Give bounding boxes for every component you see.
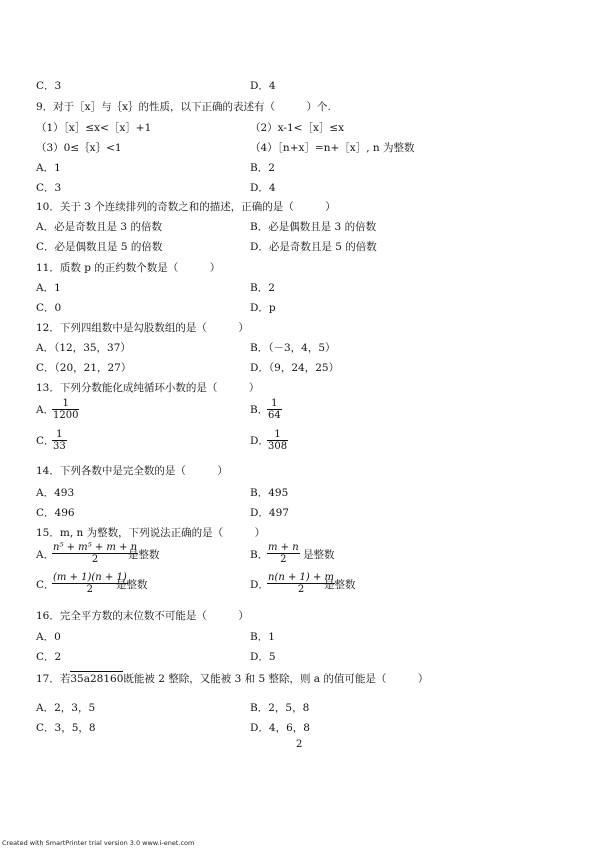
option-a: A．493: [36, 487, 75, 499]
page-number: 2: [296, 739, 303, 750]
numerator-text: n⁵ + m⁵ + m + n: [53, 542, 138, 553]
fraction: [267, 429, 288, 452]
q9-statement-4: （4）［n+x］=n+［x］, n 为整数: [250, 142, 415, 154]
option-d: D．497: [250, 507, 289, 519]
option-d: D．4: [250, 80, 276, 92]
option-c: C．必是偶数且是 5 的倍数: [36, 241, 163, 253]
option-b-label: B．: [250, 404, 269, 416]
numerator-text: m + n: [268, 542, 299, 553]
q9-statement-2: （2）x-1<［x］≤x: [250, 122, 345, 134]
option-b: B．495: [250, 487, 289, 499]
option-d: D．4，6，8: [250, 722, 310, 734]
option-c: C．3: [36, 80, 62, 92]
option-c: C．0: [36, 302, 62, 314]
option-d: D．（9，24，25）: [250, 362, 340, 374]
fraction: [52, 542, 138, 565]
option-b: B．2: [250, 162, 275, 174]
option-a: A．1: [36, 282, 61, 294]
option-b-label: B．: [250, 549, 269, 561]
option-b: B．（－3，4，5）: [250, 342, 336, 354]
option-a-label: A．: [36, 404, 55, 416]
question-11-stem: 11．质数 p 的正约数个数是（ ）: [36, 262, 221, 274]
option-b: B．1: [250, 631, 275, 643]
question-10-stem: 10．关于 3 个连续排列的奇数之和的描述，正确的是（ ）: [36, 201, 336, 213]
option-a: A．（12，35，37）: [36, 342, 131, 354]
option-c: C．（20，21，27）: [36, 362, 132, 374]
option-d: D．p: [250, 302, 276, 314]
numerator: 1: [271, 398, 278, 409]
numerator: 1: [274, 429, 281, 440]
overlined-number: 35a28160: [70, 673, 124, 685]
q9-statement-3: （3）0≤｛x｝<1: [36, 142, 122, 154]
numerator-text: (m + 1)(n + 1): [53, 572, 127, 583]
denominator: 2: [91, 554, 99, 565]
option-b: B．2，5，8: [250, 702, 310, 714]
denominator: 308: [268, 441, 288, 452]
option-a-label: A．: [36, 549, 55, 561]
option-c: C．496: [36, 507, 75, 519]
option-c-tail: 是整数: [116, 579, 148, 591]
option-b: B．必是偶数且是 3 的倍数: [250, 221, 377, 233]
option-d-tail: 是整数: [324, 579, 356, 591]
option-d: D．4: [250, 182, 276, 194]
denominator: 64: [268, 410, 281, 421]
denominator: 33: [53, 441, 66, 452]
numerator: [52, 542, 138, 553]
question-17-stem: [36, 674, 428, 685]
q17-prefix: 17．若: [36, 673, 71, 685]
option-c: C．3，5，8: [36, 722, 96, 734]
option-d-label: D．: [250, 435, 269, 447]
numerator: 1: [62, 398, 69, 409]
printer-footer: Created with SmartPrinter trial version 3.0 www.i-enet.com: [2, 839, 195, 847]
question-16-stem: 16．完全平方数的末位数不可能是（ ）: [36, 610, 249, 622]
numerator: [267, 542, 300, 553]
denominator: 2: [86, 584, 94, 595]
option-a-tail: 是整数: [128, 549, 160, 561]
question-15-stem: 15．m, n 为整数，下列说法正确的是（ ）: [36, 527, 266, 539]
fraction: [52, 429, 67, 452]
fraction: [52, 398, 79, 421]
question-12-stem: 12．下列四组数中是勾股数组的是（ ）: [36, 322, 249, 334]
fraction: [267, 398, 282, 421]
option-c: C．3: [36, 182, 62, 194]
q9-statement-1: （1）［x］≤x<［x］+1: [36, 122, 152, 134]
q17-suffix: 既能被 2 整除，又能被 3 和 5 整除，则 a 的值可能是（ ）: [123, 673, 429, 685]
option-b: B．2: [250, 282, 275, 294]
denominator: 2: [280, 554, 287, 565]
numerator-text: n(n + 1) + m: [268, 572, 335, 583]
option-d-label: D．: [250, 579, 269, 591]
option-c-label: C．: [36, 579, 55, 591]
option-d: D．5: [250, 651, 276, 663]
option-d: D．必是奇数且是 5 的倍数: [250, 241, 377, 253]
option-a: A．0: [36, 631, 61, 643]
option-a: A．2，3，5: [36, 702, 96, 714]
option-a: A．必是奇数且是 3 的倍数: [36, 221, 162, 233]
option-c: C．2: [36, 651, 62, 663]
option-b-tail: 是整数: [303, 549, 335, 561]
denominator: 1200: [53, 410, 79, 421]
option-c-label: C．: [36, 435, 55, 447]
question-14-stem: 14．下列各数中是完全数的是（ ）: [36, 465, 228, 477]
denominator: 2: [297, 584, 305, 595]
question-9-stem: 9．对于［x］与｛x｝的性质，以下正确的表述有（ ）个.: [36, 101, 331, 113]
fraction: [267, 542, 300, 565]
option-a: A．1: [36, 162, 61, 174]
numerator: 1: [56, 429, 63, 440]
question-13-stem: 13．下列分数能化成纯循环小数的是（ ）: [36, 382, 260, 394]
